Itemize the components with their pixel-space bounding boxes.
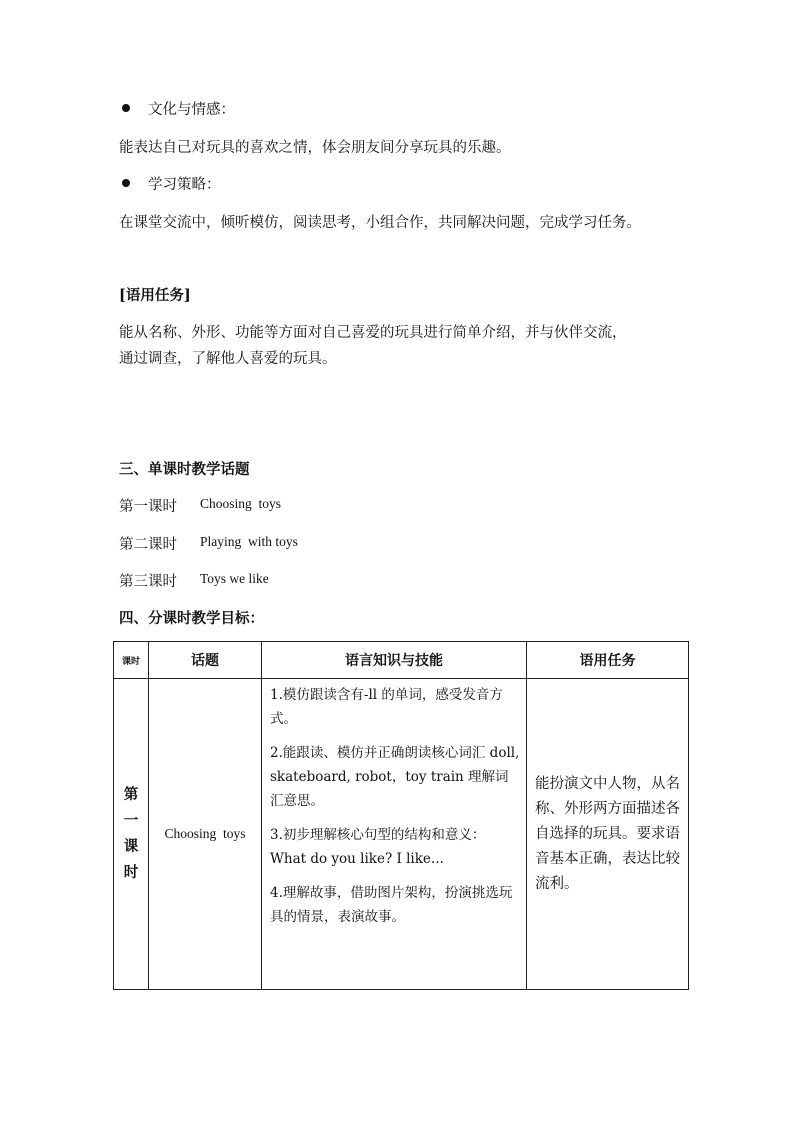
header-lesson: 课时 bbox=[114, 642, 149, 679]
lesson-3-label: 第三课时 bbox=[119, 574, 177, 590]
lesson-char: 时 bbox=[123, 864, 139, 881]
lesson-char: 课 bbox=[123, 838, 139, 855]
skill-item: 2.能跟读、模仿并正确朗读核心词汇 doll, skateboard, robot，toy train 理解词汇意思。 bbox=[270, 745, 520, 809]
objectives-table bbox=[113, 641, 689, 990]
lesson-3-topic: Toys we like bbox=[200, 571, 269, 586]
lesson-char: 一 bbox=[123, 812, 139, 829]
lesson-cell bbox=[114, 679, 149, 990]
section4-heading: 四、分课时教学目标： bbox=[119, 610, 264, 627]
section3-heading: 三、单课时教学话题 bbox=[119, 461, 250, 478]
header-skills: 语言知识与技能 bbox=[262, 642, 527, 679]
bullet-icon bbox=[122, 104, 130, 112]
culture-body: 能表达自己对玩具的喜欢之情，体会朋友间分享玩具的乐趣。 bbox=[119, 140, 511, 156]
skill-item: 4.理解故事，借助图片架构，扮演挑选玩具的情景，表演故事。 bbox=[270, 885, 513, 925]
culture-heading: 文化与情感： bbox=[148, 102, 235, 118]
skills-cell bbox=[262, 679, 527, 990]
task-body-line2: 通过调查，了解他人喜爱的玩具。 bbox=[119, 351, 337, 367]
strategy-body: 在课堂交流中，倾听模仿，阅读思考，小组合作，共同解决问题，完成学习任务。 bbox=[119, 215, 641, 231]
skill-item: 3.初步理解核心句型的结构和意义：What do you like? I like... bbox=[270, 827, 486, 867]
strategy-heading: 学习策略： bbox=[148, 177, 221, 193]
lesson-2-label: 第二课时 bbox=[119, 537, 177, 553]
task-body-line1: 能从名称、外形、功能等方面对自己喜爱的玩具进行简单介绍，并与伙伴交流， bbox=[119, 325, 627, 341]
lesson-1-topic: Choosing toys bbox=[200, 496, 282, 511]
table-row bbox=[114, 679, 689, 990]
task-cell: 能扮演文中人物，从名称、外形两方面描述各自选择的玩具。要求语音基本正确，表达比较流利。 bbox=[527, 679, 689, 990]
lesson-char: 第 bbox=[123, 786, 139, 803]
lesson-2-topic: Playing with toys bbox=[200, 534, 298, 549]
table-header-row bbox=[114, 642, 689, 679]
skill-item: 1.模仿跟读含有-ll 的单词，感受发音方式。 bbox=[270, 687, 503, 727]
lesson-1-label: 第一课时 bbox=[119, 499, 177, 515]
bullet-icon bbox=[122, 179, 130, 187]
header-task: 语用任务 bbox=[527, 642, 689, 679]
topic-cell: Choosing toys bbox=[149, 679, 262, 990]
header-topic: 话题 bbox=[149, 642, 262, 679]
task-heading: [语用任务] bbox=[119, 287, 191, 304]
